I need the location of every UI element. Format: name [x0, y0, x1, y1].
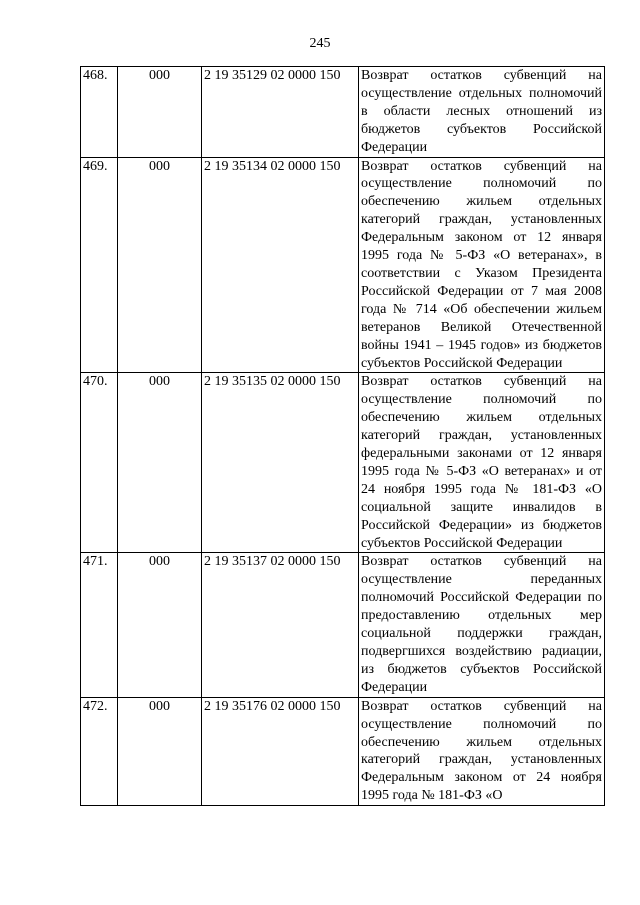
revenue-name-cell: Возврат остатков субвенций на осуществление полномочий по обеспечению жильем отдельных категорий граждан, установленных Федеральным законом от 24 ноября 1995 года № 181-ФЗ «О [359, 697, 605, 805]
row-number-cell: 472. [81, 697, 118, 805]
budget-classification-table [80, 66, 605, 806]
administrator-code-cell: 000 [118, 373, 202, 553]
revenue-name-cell: Возврат остатков субвенций на осуществление отдельных полномочий в области лесных отношений из бюджетов субъектов Российской Федерации [359, 67, 605, 158]
table-row [81, 697, 605, 805]
table-row [81, 157, 605, 373]
revenue-name-cell: Возврат остатков субвенций на осуществление полномочий по обеспечению жильем отдельных категорий граждан, установленных федеральными законами от 12 января 1995 года № 5-ФЗ «О ветеранах» и от 24 ноября 1995 года № 181-ФЗ «О социальной защите инвалидов в Российской Федерации» из бюджетов субъектов Российской Федерации [359, 373, 605, 553]
page-number: 245 [309, 36, 331, 51]
revenue-code-cell: 2 19 35137 02 0000 150 [202, 553, 359, 697]
revenue-name-cell: Возврат остатков субвенций на осуществление полномочий по обеспечению жильем отдельных категорий граждан, установленных Федеральным законом от 12 января 1995 года № 5-ФЗ «О ветеранах», в соответствии с Указом Президента Российской Федерации от 7 мая 2008 года № 714 «Об обеспечении жильем ветеранов Великой Отечественной войны 1941 – 1945 годов» из бюджетов субъектов Российской Федерации [359, 157, 605, 373]
table-row [81, 553, 605, 697]
administrator-code-cell: 000 [118, 67, 202, 158]
administrator-code-cell: 000 [118, 553, 202, 697]
administrator-code-cell: 000 [118, 157, 202, 373]
row-number-cell: 469. [81, 157, 118, 373]
revenue-code-cell: 2 19 35129 02 0000 150 [202, 67, 359, 158]
revenue-code-cell: 2 19 35134 02 0000 150 [202, 157, 359, 373]
revenue-code-cell: 2 19 35135 02 0000 150 [202, 373, 359, 553]
table-row [81, 373, 605, 553]
administrator-code-cell: 000 [118, 697, 202, 805]
table-row [81, 67, 605, 158]
row-number-cell: 468. [81, 67, 118, 158]
revenue-code-cell: 2 19 35176 02 0000 150 [202, 697, 359, 805]
revenue-name-cell: Возврат остатков субвенций на осуществление переданных полномочий Российской Федерации по предоставлению отдельных мер социальной поддержки граждан, подвергшихся воздействию радиации, из бюджетов субъектов Российской Федерации [359, 553, 605, 697]
row-number-cell: 471. [81, 553, 118, 697]
row-number-cell: 470. [81, 373, 118, 553]
